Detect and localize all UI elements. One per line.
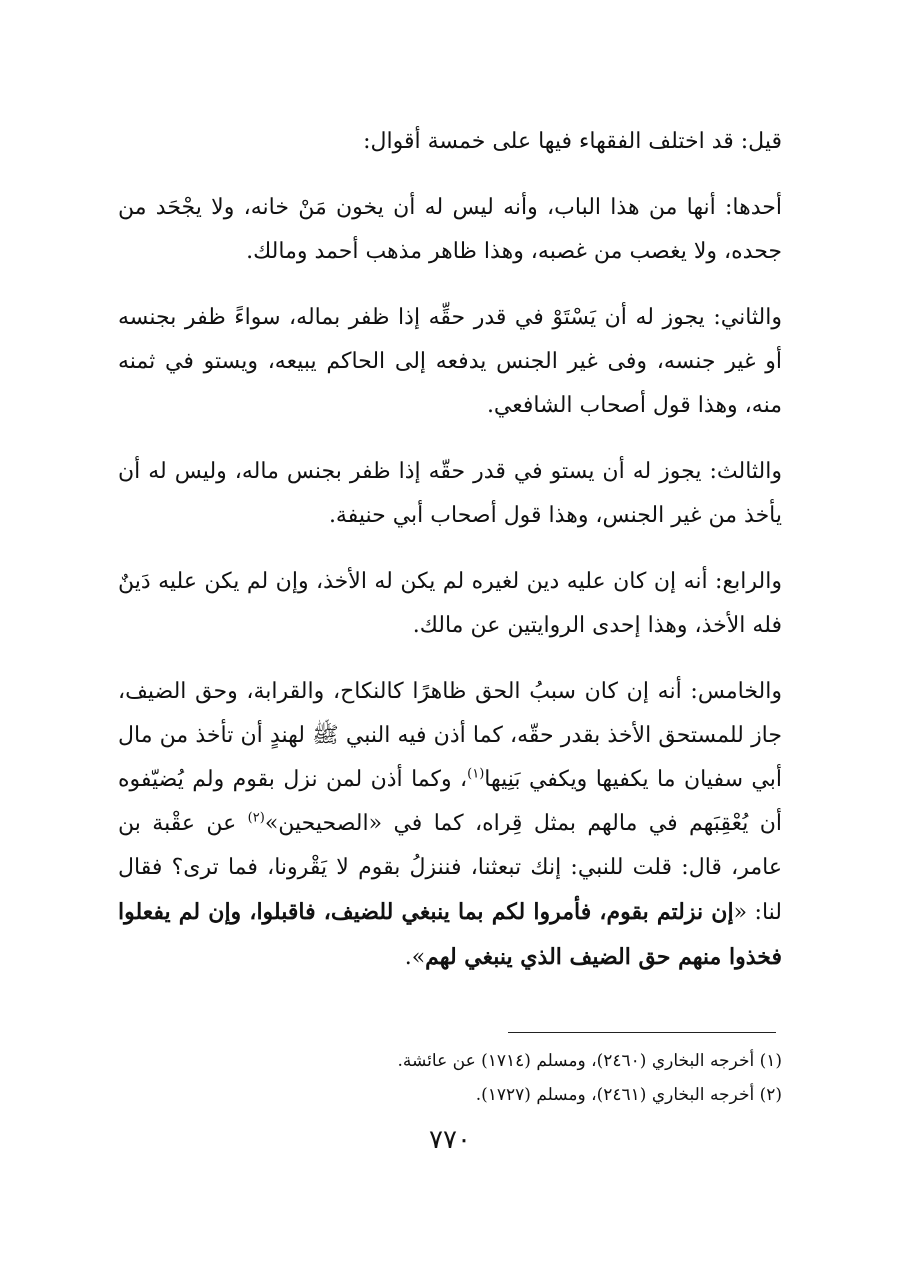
hadith-quote: إن نزلتم بقوم، فأمروا لكم بما ينبغي للضيف، فاقبلوا، وإن لم يفعلوا فخذوا منهم حق الضيف الذي ينبغي لهم [118, 899, 782, 970]
paragraph-third-opinion: والثالث: يجوز له أن يستو في قدر حقّه إذا ظفر بجنس ماله، وليس له أن يأخذ من غير الجنس، وهذا قول أصحاب أبي حنيفة. [118, 459, 782, 528]
footnote-ref-2: (٢) [247, 810, 265, 826]
paragraph-fifth-opinion [118, 670, 782, 980]
page-number: ٧٧٠ [429, 1125, 471, 1155]
main-text [118, 120, 782, 980]
footnote-ref-1: (١) [467, 766, 485, 782]
footnote-separator [508, 1032, 776, 1033]
footnote-1: (١) أخرجه البخاري (٢٤٦٠)، ومسلم (١٧١٤) عن عائشة. [397, 1051, 782, 1071]
footnote-2: (٢) أخرجه البخاري (٢٤٦١)، ومسلم (١٧٢٧). [475, 1085, 782, 1105]
paragraph-first-opinion: أحدها: أنها من هذا الباب، وأنه ليس له أن يخون مَنْ خانه، ولا يجْحَد من جحده، ولا يغصب من غصبه، وهذا ظاهر مذهب أحمد ومالك. [118, 195, 782, 264]
fifth-opinion-text-a: والخامس: أنه إن كان سببُ الحق ظاهرًا كالنكاح، والقرابة، وحق الضيف، جاز للمستحق الأخذ بقدر حقّه، كما أذن فيه النبي ﷺ لهندٍ أن تأخذ من مال أبي سفيان ما يكفيها ويكفي بَنِيها [118, 679, 783, 792]
fifth-opinion-end: ». [404, 945, 426, 970]
footnotes [118, 1044, 782, 1112]
fifth-opinion-text-b: ، وكما أذن لمن نزل بقوم ولم يُضيّفوه أن يُعْقِبَهم في مالهم بمثل قِراه، كما في «الصحيحين» [118, 767, 782, 836]
paragraph-second-opinion: والثاني: يجوز له أن يَسْتَوْ في قدر حقِّه إذا ظفر بماله، سواءً ظفر بجنسه أو غير جنسه، وفى غير الجنس يدفعه إلى الحاكم يبيعه، ويستو في ثمنه منه، وهذا قول أصحاب الشافعي. [118, 305, 782, 418]
paragraph-intro: قيل: قد اختلف الفقهاء فيها على خمسة أقوال: [363, 129, 782, 154]
fifth-opinion-text-c: عن عقْبة بن عامر، قال: قلت للنبي: إنك تبعثنا، فننزلُ بقوم لا يَقْرونا، فما ترى؟ فقال لنا: « [118, 811, 782, 925]
paragraph-fourth-opinion: والرابع: أنه إن كان عليه دين لغيره لم يكن له الأخذ، وإن لم يكن عليه دَينٌ فله الأخذ، وهذا إحدى الروايتين عن مالك. [118, 569, 782, 638]
